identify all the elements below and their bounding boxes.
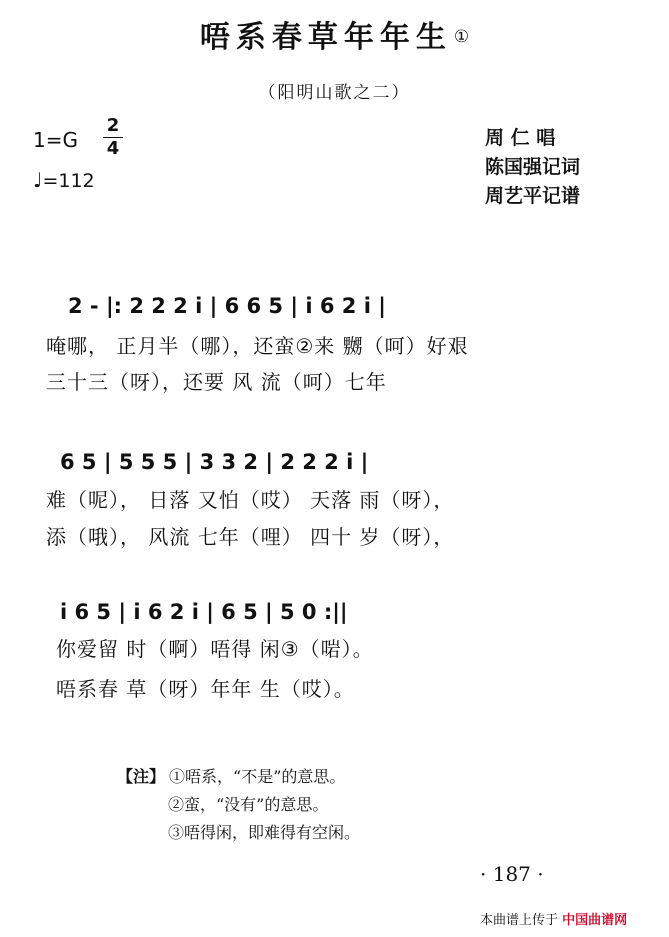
lyric-text: 添（哦）， 风流 七年（哩） 四十 岁（呀）， (46, 525, 455, 549)
song-title (0, 12, 669, 56)
lyric-text: 唵哪， 正月半（哪），还蛮②来 嬲（呵）好艰 (46, 334, 469, 358)
lyric-text: 难（呢）， 日落 又怕（哎） 天落 雨（呀）， (46, 488, 455, 512)
lyric-text: 你爱留 时（啊）唔得 闲③（啱）。 (56, 637, 374, 661)
key-signature: 1=G (33, 128, 78, 152)
notation-line-1 (0, 294, 669, 318)
quarter-note-icon: ♩ (33, 168, 43, 192)
lyric-line-3b (0, 673, 669, 702)
lyric-text: 唔系春 草（呀）年年 生（哎）。 (56, 677, 355, 701)
time-signature-bottom: 4 (106, 138, 120, 159)
title-text: 唔系春草年年生 (199, 20, 452, 55)
credit-singer: 周 仁 唱 (485, 127, 556, 149)
credit-lyrics: 陈国强记词 (485, 156, 581, 178)
lyric-line-1b (0, 366, 669, 395)
lyric-line-2b (0, 521, 669, 550)
notation-text: 2 - |: 2 2 2 i | 6 6 5 | i 6 2 i | (68, 294, 386, 318)
notes-tag: 【注】 (117, 767, 166, 786)
page-number: · 187 · (480, 862, 544, 886)
credit-score: 周艺平记谱 (485, 185, 581, 207)
lyric-line-1a (0, 330, 669, 359)
credits (485, 124, 580, 211)
notation-line-3 (0, 600, 669, 624)
tempo-value: =112 (42, 170, 95, 192)
note-item-3: ③唔得闲，即难得有空闲。 (168, 823, 361, 842)
note-item-1: ①唔系，“不是”的意思。 (169, 767, 346, 786)
footer-credit (480, 909, 627, 928)
tempo-marking (33, 168, 95, 192)
lyric-line-2a (0, 484, 669, 513)
song-subtitle: （阳明山歌之二） (258, 83, 411, 103)
note-item-2: ②蛮，“没有”的意思。 (168, 795, 329, 814)
notation-line-2 (0, 450, 669, 474)
notation-text: 6 5 | 5 5 5 | 3 3 2 | 2 2 2 i | (60, 450, 369, 474)
lyric-line-3a (0, 633, 669, 662)
time-signature-top: 2 (106, 115, 120, 136)
lyric-text: 三十三（呀），还要 风 流（呵）七年 (46, 370, 387, 394)
time-signature (103, 116, 123, 159)
footer-brand: 中国曲谱网 (562, 913, 628, 928)
footer-prefix: 本曲谱上传于 (480, 913, 559, 928)
notation-text: i 6 5 | i 6 2 i | 6 5 | 5 0 :|| (60, 600, 348, 624)
footnotes (117, 763, 360, 847)
title-footnote-mark: ① (453, 27, 470, 47)
